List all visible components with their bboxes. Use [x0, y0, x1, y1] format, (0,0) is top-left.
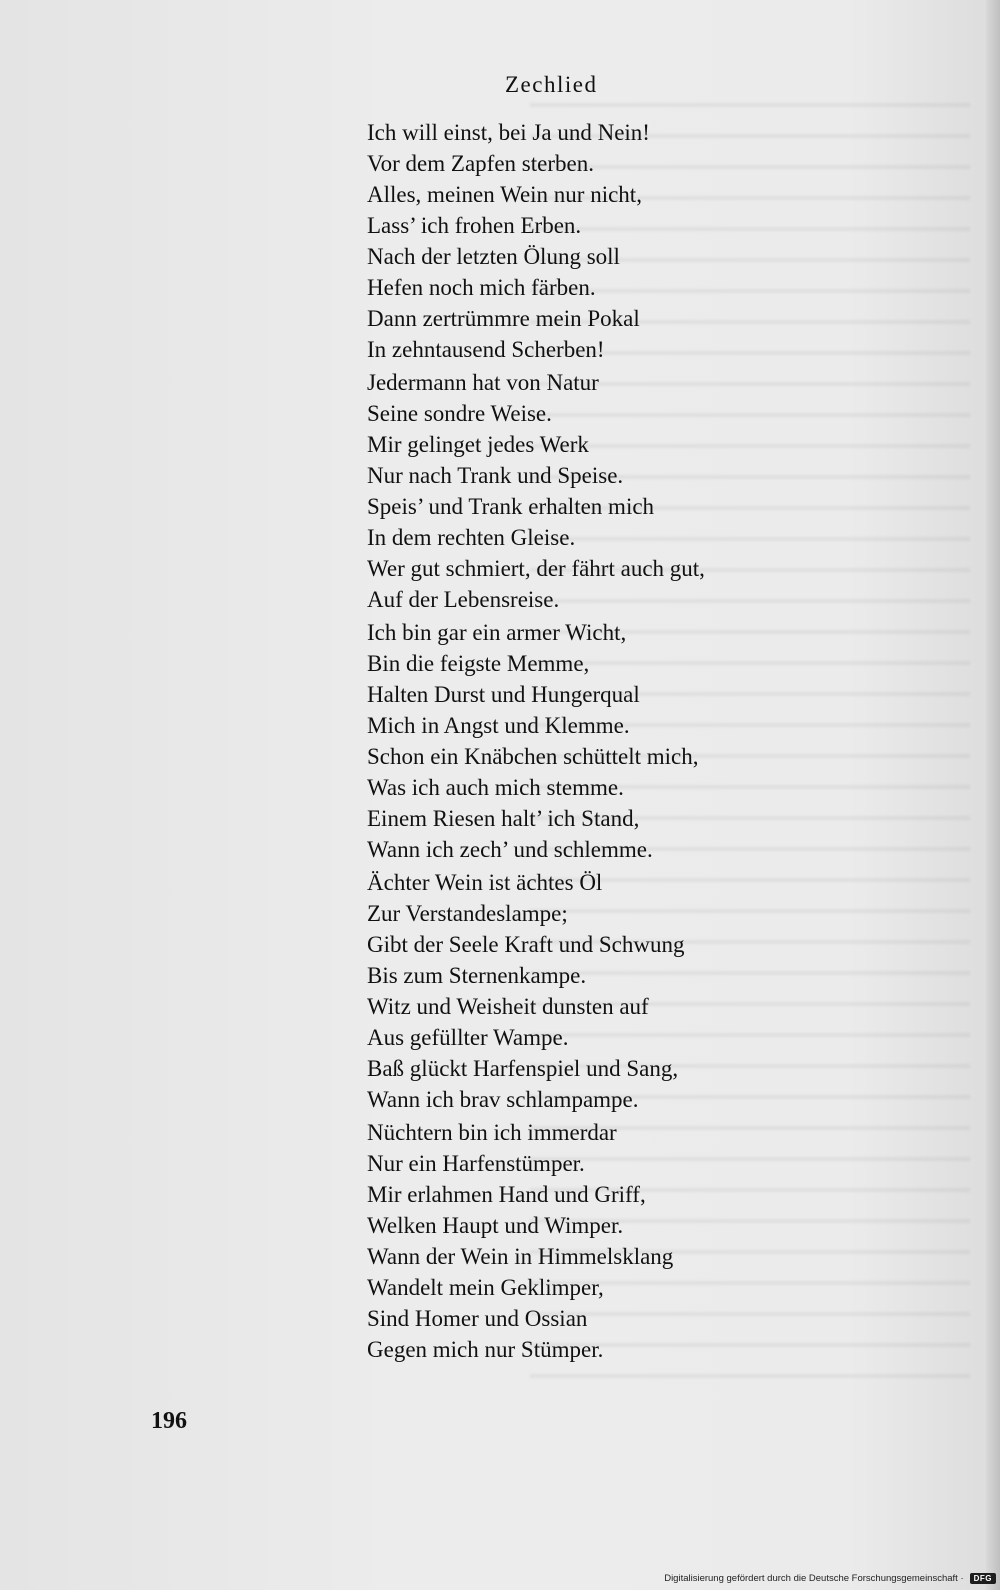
digitization-credit: [664, 1573, 996, 1584]
poem-line: Ächter Wein ist ächtes Öl: [367, 870, 603, 895]
poem-line: Nur nach Trank und Speise.: [367, 463, 624, 488]
poem-line: Welken Haupt und Wimper.: [367, 1213, 624, 1238]
poem-line: Aus gefüllter Wampe.: [367, 1025, 569, 1050]
poem-title: Zechlied: [505, 72, 598, 97]
poem-line: In zehntausend Scherben!: [367, 337, 605, 362]
stanza-3: [367, 617, 927, 865]
poem-line: Nach der letzten Ölung soll: [367, 244, 620, 269]
poem-line: Auf der Lebensreise.: [367, 587, 560, 612]
poem-line: Ich will einst, bei Ja und Nein!: [367, 120, 650, 145]
poem-line: Gibt der Seele Kraft und Schwung: [367, 932, 685, 957]
poem-line: Hefen noch mich färben.: [367, 275, 596, 300]
poem-line: Alles, meinen Wein nur nicht,: [367, 182, 642, 207]
poem-line: Seine sondre Weise.: [367, 401, 552, 426]
poem-line: Wann ich brav schlampampe.: [367, 1087, 639, 1112]
stanza-2: [367, 367, 927, 615]
poem-line: Ich bin gar ein armer Wicht,: [367, 620, 627, 645]
poem-line: Speis’ und Trank erhalten mich: [367, 494, 655, 519]
poem-line: Bis zum Sternenkampe.: [367, 963, 587, 988]
poem-line: Gegen mich nur Stümper.: [367, 1337, 604, 1362]
page-number: 196: [151, 1408, 187, 1434]
poem-line: Lass’ ich frohen Erben.: [367, 213, 582, 238]
stanza-1: [367, 117, 927, 365]
poem-line: Baß glückt Harfenspiel und Sang,: [367, 1056, 679, 1081]
poem-line: Sind Homer und Ossian: [367, 1306, 588, 1331]
poem-line: Vor dem Zapfen sterben.: [367, 151, 594, 176]
poem-line: Wann der Wein in Himmelsklang: [367, 1244, 674, 1269]
poem-line: Mich in Angst und Klemme.: [367, 713, 630, 738]
poem-line: Einem Riesen halt’ ich Stand,: [367, 806, 640, 831]
credit-text: Digitalisierung gefördert durch die Deutsche Forschungsgemeinschaft ·: [664, 1573, 964, 1584]
poem-line: Wandelt mein Geklimper,: [367, 1275, 604, 1300]
poem-line: Witz und Weisheit dunsten auf: [367, 994, 649, 1019]
poem-line: Schon ein Knäbchen schüttelt mich,: [367, 744, 699, 769]
poem-line: Was ich auch mich stemme.: [367, 775, 624, 800]
poem-line: Nur ein Harfenstümper.: [367, 1151, 585, 1176]
page-edge-shadow: [986, 0, 1000, 1590]
poem-line: Bin die feigste Memme,: [367, 651, 590, 676]
stanza-5: [367, 1117, 927, 1365]
poem-line: Wann ich zech’ und schlemme.: [367, 837, 653, 862]
poem-body: [367, 117, 927, 1365]
poem-line: Dann zertrümmre mein Pokal: [367, 306, 640, 331]
poem-line: Nüchtern bin ich immerdar: [367, 1120, 617, 1145]
dfg-logo: DFG: [970, 1573, 996, 1584]
poem-line: Halten Durst und Hungerqual: [367, 682, 640, 707]
poem-line: Mir gelinget jedes Werk: [367, 432, 589, 457]
poem-line: Jedermann hat von Natur: [367, 370, 599, 395]
poem-line: In dem rechten Gleise.: [367, 525, 576, 550]
stanza-4: [367, 867, 927, 1115]
poem-line: Wer gut schmiert, der fährt auch gut,: [367, 556, 705, 581]
poem-line: Mir erlahmen Hand und Griff,: [367, 1182, 646, 1207]
poem-line: Zur Verstandeslampe;: [367, 901, 568, 926]
